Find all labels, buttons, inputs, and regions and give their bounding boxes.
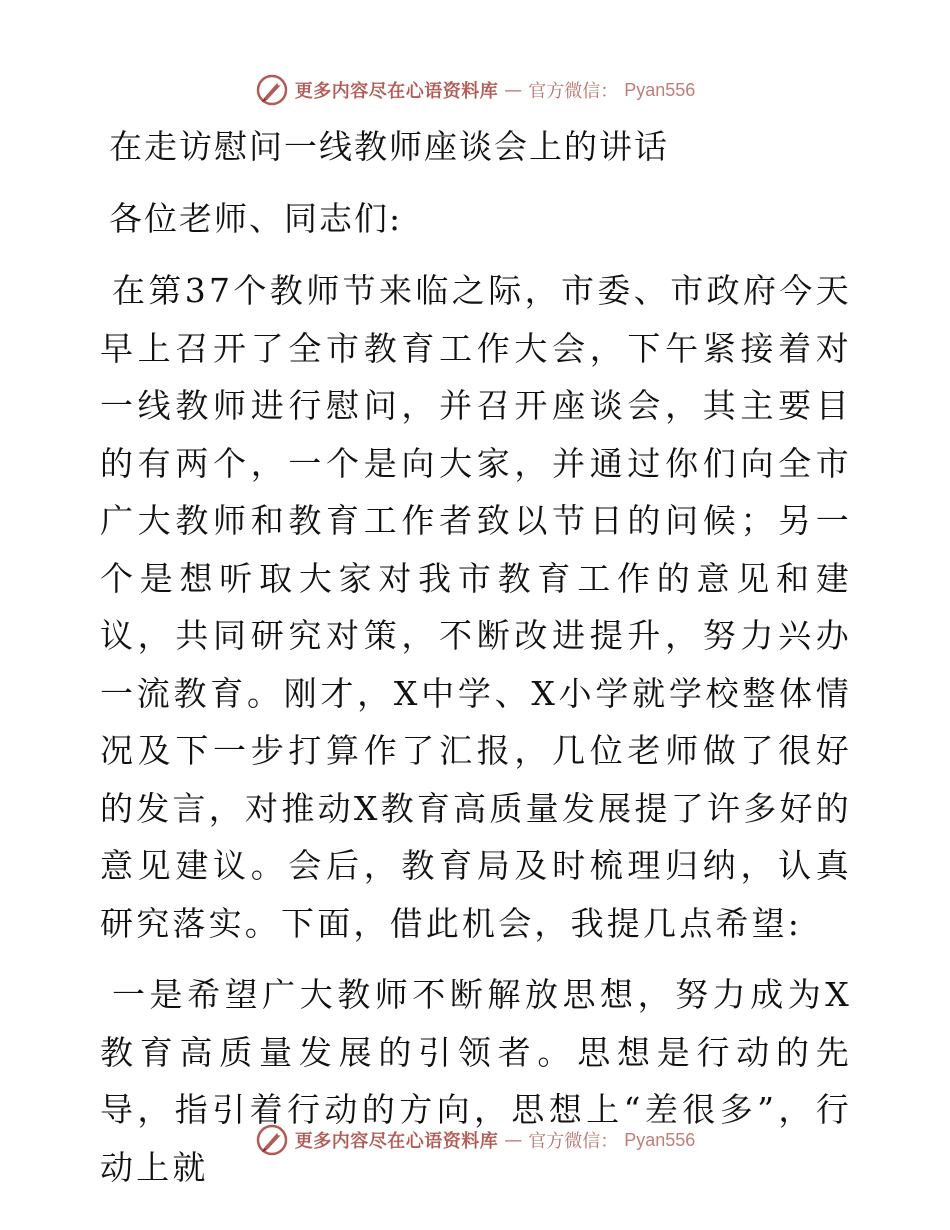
paragraph: 在第37个教师节来临之际，市委、市政府今天早上召开了全市教育工作大会，下午紧接着对一线教师进行慰问，并召开座谈会，其主要目的有两个，一个是向大家，并通过你们向全市广大教师和教育工作者致以节日的问候；另一个是想听取大家对我市教育工作的意见和建议，共同研究对策，不断改进提升，努力兴办一流教育。刚才，X中学、X小学就学校整体情况及下一步打算作了汇报，几位老师做了很好的发言，对推动X教育高质量发展提了许多好的意见建议。会后，教育局及时梳理归纳，认真研究落实。下面，借此机会，我提几点希望: [100, 271, 852, 943]
footer-watermark-banner [0, 1122, 950, 1158]
salutation: 各位老师、同志们: [109, 199, 403, 238]
header-watermark-banner [0, 72, 950, 108]
banner-separator: — [504, 79, 523, 101]
document-body [100, 118, 852, 1196]
banner-wechat-label: 官方微信： [528, 81, 619, 102]
quill-pen-logo-icon [255, 73, 289, 107]
banner-account: Pyan556 [624, 1129, 696, 1150]
quill-pen-logo-icon [255, 1123, 289, 1157]
banner-brand-text: 更多内容尽在心语资料库 [294, 81, 499, 102]
banner-wechat-label: 官方微信： [528, 1131, 619, 1152]
document-title: 在走访慰问一线教师座谈会上的讲话 [109, 127, 669, 166]
banner-separator: — [504, 1129, 523, 1151]
banner-brand-text: 更多内容尽在心语资料库 [294, 1131, 499, 1152]
paragraph: 一是希望广大教师不断解放思想，努力成为X教育高质量发展的引领者。思想是行动的先导，指引着行动的方向，思想上“差很多”，行动上就 [100, 975, 852, 1187]
banner-account: Pyan556 [624, 79, 696, 100]
